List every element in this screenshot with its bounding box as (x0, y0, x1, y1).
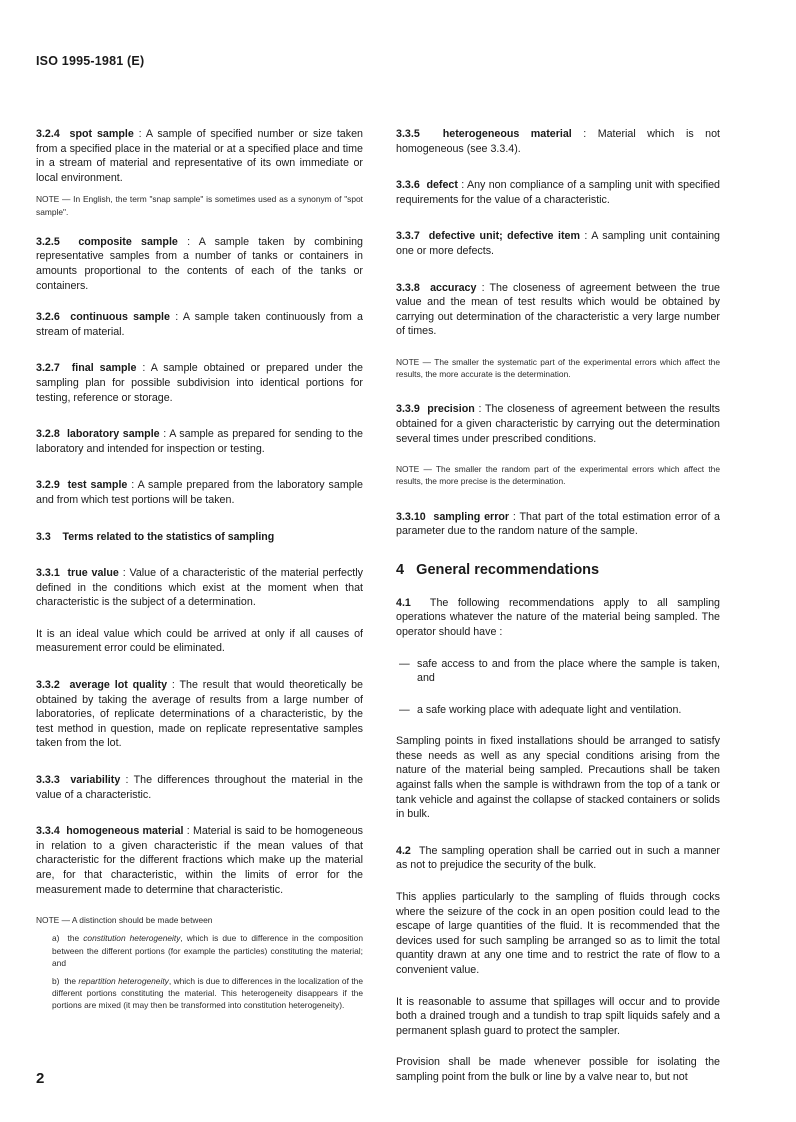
clause-text: The differences throughout the material in the value of a characteristic. (36, 774, 363, 801)
right-column (396, 127, 720, 1085)
clause-term: accuracy (430, 281, 477, 294)
dash-bullet: — (399, 657, 410, 670)
clause-separator: : (120, 774, 134, 787)
clause-text: Material which is not homogeneous (see 3.3.4). (396, 128, 720, 155)
definition-3-3-7 (396, 229, 720, 258)
clause-text: A sample taken continuously from a stream of material. (36, 311, 363, 338)
clause-number: 3.2.8 (36, 428, 60, 441)
clause-number: 4.2 (396, 844, 411, 857)
clause-term: test sample (67, 479, 128, 492)
clause-text: A sampling unit containing one or more defects. (396, 230, 720, 257)
clause-number: 3.3.5 (396, 128, 420, 140)
clause-text: The following recommendations apply to all sampling operations whatever the nature of the material being sampled. The operator should have : (396, 596, 720, 638)
note-item-label: a) (52, 933, 60, 944)
clause-4-1 (396, 596, 720, 640)
list-item (396, 703, 720, 718)
definition-3-3-9 (396, 402, 720, 446)
clause-text: That part of the total estimation error of a parameter due to the random nature of the sample. (396, 510, 720, 538)
clause-term: average lot quality (69, 679, 168, 692)
note-item-label: b) (52, 976, 60, 986)
clause-text: A sample prepared from the laboratory sample and from which test portions will be taken. (36, 479, 363, 506)
clause-text: The closeness of agreement between the true value and the mean of test results which would be obtained by carrying out determination of the characteristic a very large number of times. (396, 281, 720, 338)
note-item-text-post: , which is due to difference in the composition between the different portions (for example the particles) constituting the material; and (52, 933, 363, 968)
clause-number: 3.3.10 (396, 510, 426, 523)
clause-text: A sample taken by combining representative samples from a number of tanks or containers in amounts proportional to the contents of each of the tanks or containers. (36, 235, 363, 292)
clause-separator: : (118, 567, 130, 580)
list-item-text: a safe working place with adequate light and ventilation. (417, 703, 682, 716)
definition-3-3-4 (36, 824, 363, 897)
definition-3-2-7 (36, 361, 363, 405)
list-item-text: safe access to and from the place where the sample is taken, and (417, 657, 720, 685)
section-heading-3-3 (36, 530, 363, 545)
definition-3-2-8 (36, 427, 363, 456)
definition-3-3-6 (396, 178, 720, 207)
clause-separator: : (177, 235, 199, 248)
clause-separator: : (579, 230, 592, 243)
clause-number: 3.2.6 (36, 311, 60, 324)
clause-term: laboratory sample (66, 428, 160, 441)
clause-separator: : (159, 428, 170, 441)
clause-separator: : (476, 281, 490, 294)
clause-separator: : (183, 825, 193, 838)
definition-3-2-6 (36, 310, 363, 339)
section-heading-4 (396, 561, 720, 579)
clause-text: The closeness of agreement between the results obtained for a given characteristic by carrying out the determination several times under prescribed conditions. (396, 403, 720, 445)
paragraph-4-2-a: This applies particularly to the sampling of fluids through cocks where the seizure of the cock in an open position could lead to the escape of large quantities of the fluid. It is recommended that the devices used for such sampling be arranged so as to limit the total quantity drawn at any one time and to restrict the rate of flow to a convenient value. (396, 891, 720, 976)
clause-text: Material is said to be homogeneous in relation to a given characteristic if the mean values of that characteristic for the different fractions which make up the material are, for that characteristic, within the limits of error for the measurement made to determine that characteristic. (36, 825, 363, 896)
clause-separator: : (474, 403, 485, 416)
note-3-2-4: NOTE — In English, the term "snap sample" is sometimes used as a synonym of "spot sample". (36, 194, 363, 217)
document-header: ISO 1995-1981 (E) (36, 54, 145, 68)
section-number: 4 (396, 561, 405, 578)
note-3-3-8: NOTE — The smaller the systematic part of the experimental errors which affect the results, the more accurate is the determination. (396, 356, 720, 380)
clause-text: Any non compliance of a sampling unit with specified requirements for the value of a characteristic. (396, 179, 720, 206)
clause-term: defective unit; defective item (428, 230, 580, 243)
definition-3-2-4 (36, 127, 363, 185)
clause-separator: : (127, 479, 138, 492)
clause-number: 3.2.4 (36, 128, 60, 140)
clause-number: 3.2.5 (36, 235, 60, 248)
definition-3-3-8 (396, 281, 720, 339)
note-item-emphasis: repartition heterogeneity (78, 976, 169, 986)
definition-3-3-3 (36, 773, 363, 802)
note-item-text-post: , which is due to differences in the localization of the different portions constituting the material. This heterogeneity disappears if the portions are mixed (it may then be transformed into constitution heterogeneity). (52, 976, 363, 1011)
clause-term: sampling error (433, 510, 510, 523)
clause-number: 3.3.4 (36, 825, 60, 838)
section-title: Terms related to the statistics of sampling (62, 530, 275, 543)
section-number: 3.3 (36, 530, 51, 543)
note-3-3-4: NOTE — A distinction should be made between (36, 915, 213, 926)
clause-term: final sample (71, 362, 137, 375)
clause-separator: : (136, 362, 151, 375)
clause-number: 3.3.7 (396, 230, 420, 243)
note-item-a (36, 932, 363, 969)
clause-term: precision (427, 403, 475, 416)
note-item-text-pre: the (67, 933, 84, 944)
clause-separator: : (167, 679, 180, 692)
note-item-text-pre: the (64, 976, 79, 986)
paragraph-4-1: Sampling points in fixed installations should be arranged to satisfy these needs as well as any special conditions arising from the nature of the material being sampled. Precautions shall be taken against falls when the sample is withdrawn from the top of a tank or tank vehicle and against the collapse of stacked containers or solids in bulk. (396, 735, 720, 821)
note-item-emphasis: constitution heterogeneity (83, 933, 181, 944)
clause-number: 4.1 (396, 596, 411, 609)
clause-4-2 (396, 844, 720, 873)
clause-number: 3.3.6 (396, 179, 420, 192)
section-title: General recommendations (416, 561, 600, 578)
clause-number: 3.3.8 (396, 281, 420, 294)
clause-separator: : (169, 311, 183, 324)
definition-3-2-9 (36, 478, 363, 507)
clause-separator: : (133, 128, 146, 140)
clause-text: A sample of specified number or size taken from a specified place in the material or at a specified place and time in a stream of material and representative of its own immediate or local environment. (36, 128, 363, 184)
clause-separator: : (571, 128, 598, 140)
paragraph-4-2-c: Provision shall be made whenever possible for isolating the sampling point from the bulk or line by a valve near to, but not (396, 1056, 720, 1083)
clause-term: composite sample (78, 235, 178, 248)
clause-number: 3.2.9 (36, 479, 60, 492)
clause-separator: : (509, 510, 520, 523)
dash-bullet: — (399, 703, 410, 716)
list-item (396, 657, 720, 686)
clause-text: A sample as prepared for sending to the laboratory and intended for inspection or testing. (36, 428, 363, 455)
definition-3-2-5 (36, 235, 363, 293)
clause-term: homogeneous material (66, 825, 184, 838)
paragraph-4-2-b: It is reasonable to assume that spillages will occur and to provide both a drained trough and a tundish to trap spilt liquids safely and a permanent splash guard to protect the sampler. (396, 995, 720, 1037)
clause-term: continuous sample (70, 311, 170, 324)
clause-text: The result that would theoretically be obtained by taking the average of results from a large number of laboratories, of replicate determinations of a characteristic, by the test method in question, made on replicate representative samples taken from the lot. (36, 679, 363, 750)
clause-number: 3.3.9 (396, 403, 420, 416)
clause-separator: : (457, 179, 467, 192)
paragraph-3-3-1: It is an ideal value which could be arrived at only if all causes of measurement error could be eliminated. (36, 627, 363, 655)
clause-term: true value (67, 567, 119, 580)
clause-text: Value of a characteristic of the material perfectly defined in the conditions which exist at the moment when that characteristic is the subject of a determination. (36, 567, 363, 609)
clause-number: 3.3.1 (36, 567, 60, 580)
clause-term: spot sample (69, 128, 134, 140)
definition-3-3-10 (396, 510, 720, 539)
clause-number: 3.3.3 (36, 774, 60, 787)
clause-number: 3.2.7 (36, 362, 60, 375)
clause-term: heterogeneous material (442, 128, 572, 140)
page-number: 2 (36, 1070, 45, 1087)
definition-3-3-5 (396, 127, 720, 156)
note-3-3-9: NOTE — The smaller the random part of the experimental errors which affect the results, the more precise is the determination. (396, 464, 720, 487)
clause-text: The sampling operation shall be carried out in such a manner as not to prejudice the security of the bulk. (396, 844, 720, 872)
definition-3-3-1 (36, 566, 363, 610)
definition-3-3-2 (36, 678, 363, 751)
left-column (36, 127, 363, 1012)
clause-term: defect (426, 179, 458, 192)
clause-term: variability (70, 774, 121, 787)
clause-text: A sample obtained or prepared under the sampling plan for possible subdivision into identical portions for testing, reference or storage. (36, 362, 363, 404)
clause-number: 3.3.2 (36, 679, 60, 692)
note-item-b (36, 975, 363, 1012)
